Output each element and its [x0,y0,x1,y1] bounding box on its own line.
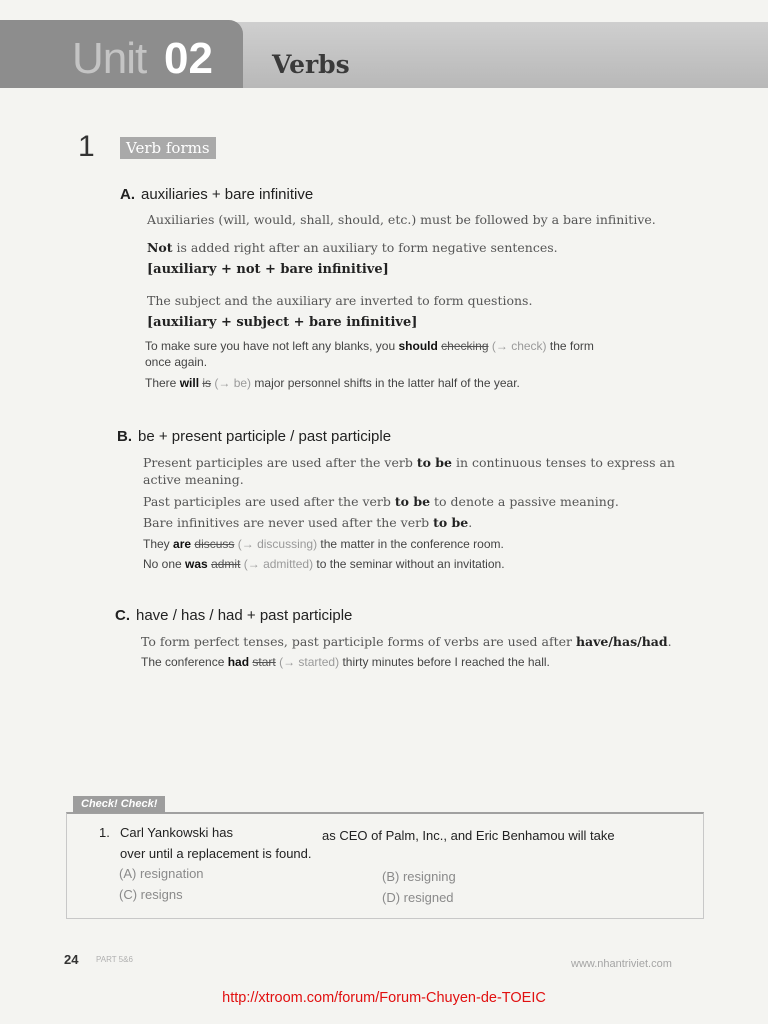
rule-text: in continuous tenses to express an [451,455,675,470]
part-a-example-1-cont: once again. [145,355,208,369]
site-url: www.nhantriviet.com [571,958,672,970]
page-number: 24 [64,952,79,967]
part-b-rule-3 [143,515,472,530]
example-hint: (→ check) [488,339,547,353]
part-b-rule-2 [143,494,619,509]
part-b-rule-1-cont: active meaning. [143,472,244,487]
part-a-example-1 [145,339,594,353]
rule-text: is added right after an auxiliary to form negative sentences. [172,240,558,255]
example-wrong: checking [441,339,489,353]
rule-bold: to be [416,455,452,470]
part-a-rule-2 [147,240,558,255]
page-part-label: PART 5&6 [96,955,133,964]
rule-bold: have/has/had [575,634,668,649]
example-text: The conference [141,655,228,669]
example-answer: are [173,537,192,551]
part-a-formula-1: [auxiliary + not + bare infinitive] [147,262,389,277]
example-wrong: discuss [194,537,235,551]
question-text-end: as CEO of Palm, Inc., and Eric Benhamou will take [322,828,615,843]
rule-text: to denote a passive meaning. [430,494,619,509]
part-a-heading [120,186,313,203]
example-text: There [145,376,180,390]
part-b-example-1 [143,537,504,551]
part-a-letter: A. [120,186,135,203]
example-text: To make sure you have not left any blanks, you [145,339,399,353]
option-d[interactable]: (D) resigned [382,890,454,905]
part-a-rule-3: The subject and the auxiliary are inverted to form questions. [147,293,533,308]
example-text: to the seminar without an invitation. [313,557,505,571]
part-a-example-2 [145,376,520,390]
part-a-heading-text: auxiliaries + bare infinitive [141,186,314,203]
part-c-heading [115,607,352,624]
example-answer: had [227,655,250,669]
forum-link[interactable]: http://xtroom.com/forum/Forum-Chuyen-de-TOEIC [222,990,546,1006]
rule-text: . [468,515,473,530]
part-b-letter: B. [117,428,132,445]
example-text: the matter in the conference room. [317,537,504,551]
part-c-letter: C. [115,607,130,624]
part-a-rule-1: Auxiliaries (will, would, shall, should, etc.) must be followed by a bare infinitive. [147,212,656,227]
section-tag: Verb forms [120,137,216,159]
option-b[interactable]: (B) resigning [382,869,456,884]
example-wrong: start [252,655,276,669]
unit-number: 02 [164,34,213,83]
example-hint: (→ started) [275,655,340,669]
example-wrong: is [202,376,212,390]
rule-bold: to be [433,515,469,530]
rule-text: To form perfect tenses, past participle forms of verbs are used after [141,634,576,649]
section-number: 1 [78,130,95,163]
rule-text: . [667,634,672,649]
question-text-cont: over until a replacement is found. [120,846,312,861]
part-c-heading-text: have / has / had + past participle [136,607,353,624]
example-hint: (→ be) [211,376,252,390]
question-text-start: Carl Yankowski has [120,825,233,840]
example-text: the form [546,339,594,353]
example-text: No one [143,557,186,571]
option-a[interactable]: (A) resignation [119,866,204,881]
part-c-example-1 [141,655,550,669]
example-answer: was [185,557,208,571]
example-hint: (→ admitted) [240,557,314,571]
example-text: They [143,537,174,551]
example-answer: should [398,339,438,353]
rule-text: Past participles are used after the verb [143,494,395,509]
rule-bold: Not [147,240,173,255]
rule-text: Present participles are used after the verb [143,455,417,470]
example-answer: will [179,376,200,390]
question-number: 1. [99,825,110,840]
rule-text: Bare infinitives are never used after the verb [143,515,434,530]
rule-bold: to be [394,494,431,509]
unit-word: Unit [72,34,147,83]
example-text: thirty minutes before I reached the hall. [339,655,550,669]
unit-title: Verbs [272,50,350,79]
part-c-rule-1 [141,634,672,649]
option-c[interactable]: (C) resigns [119,887,183,902]
part-a-formula-2: [auxiliary + subject + bare infinitive] [147,315,418,330]
part-b-rule-1 [143,455,675,470]
example-hint: (→ discussing) [234,537,318,551]
example-text: major personnel shifts in the latter half of the year. [251,376,520,390]
part-b-example-2 [143,557,505,571]
part-b-heading [117,428,391,445]
check-tab: Check! Check! [73,796,165,813]
part-b-heading-text: be + present participle / past participle [138,428,392,445]
example-wrong: admit [211,557,241,571]
